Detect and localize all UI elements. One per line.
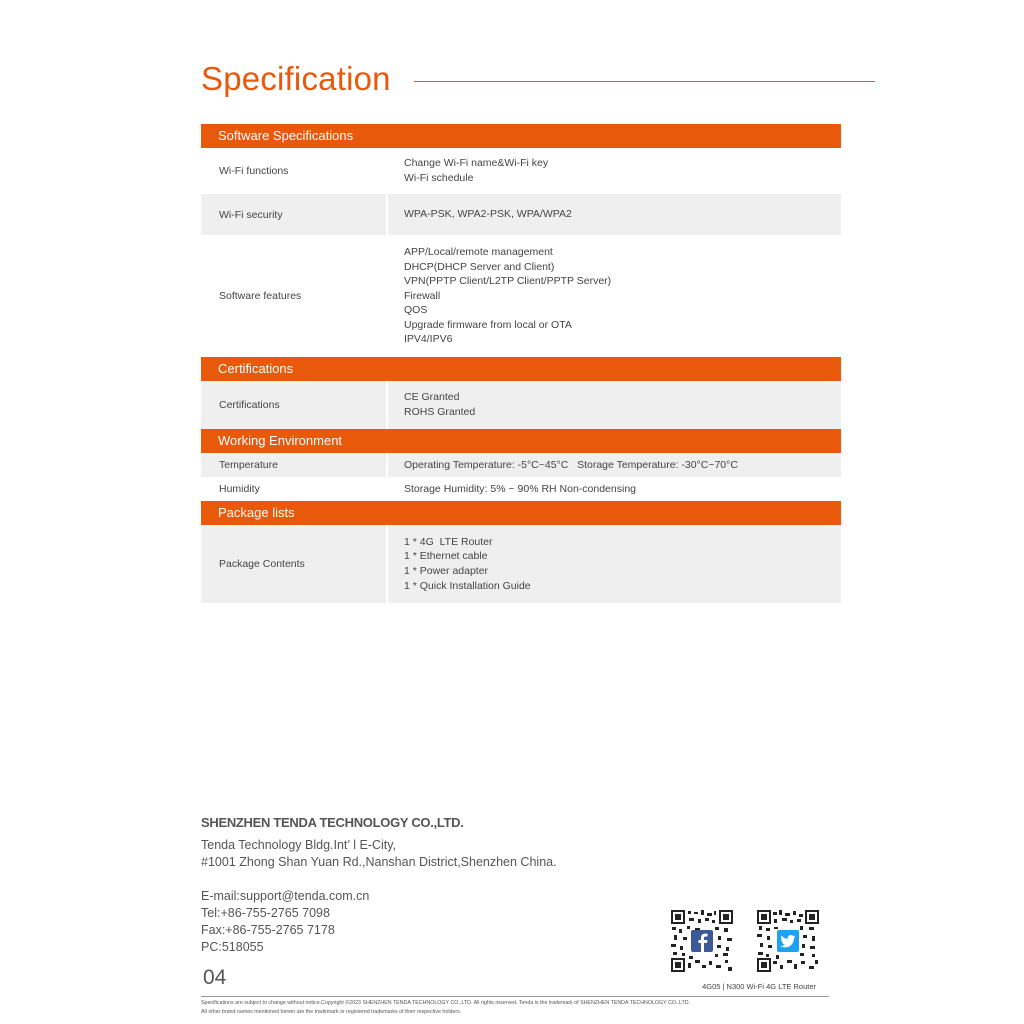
spec-table	[201, 124, 841, 603]
section-heading-environment: Working Environment	[201, 429, 841, 453]
section-heading-certifications: Certifications	[201, 357, 841, 381]
spec-value	[388, 148, 841, 194]
section-heading-software: Software Specifications	[201, 124, 841, 148]
spec-value-line: QOS	[404, 304, 428, 317]
page-title: Specification	[201, 60, 391, 97]
spec-value	[388, 525, 841, 603]
spec-label: Wi-Fi security	[201, 194, 386, 235]
company-name: SHENZHEN TENDA TECHNOLOGY CO.,LTD.	[201, 815, 464, 830]
footer-divider	[201, 996, 829, 997]
page-number: 04	[203, 966, 227, 989]
spec-row-wifi-security	[201, 194, 841, 235]
spec-label: Certifications	[201, 381, 386, 429]
spec-value-line: VPN(PPTP Client/L2TP Client/PPTP Server)	[404, 275, 612, 288]
product-model: 4G05 | N300 Wi-Fi 4G LTE Router	[702, 982, 816, 991]
spec-value	[388, 453, 841, 477]
spec-row-software-features	[201, 235, 841, 357]
section-heading-package: Package lists	[201, 501, 841, 525]
spec-value-line: 1 * Ethernet cable	[404, 550, 488, 563]
contact-email: E-mail:support@tenda.com.cn	[201, 889, 370, 903]
spec-value-line: Change Wi-Fi name&Wi-Fi key	[404, 157, 549, 170]
contact-fax: Fax:+86-755-2765 7178	[201, 923, 335, 937]
address-line-1: Tenda Technology Bldg.Int’ l E-City,	[201, 838, 397, 852]
postal-code: PC:518055	[201, 940, 264, 954]
spec-row-certifications	[201, 381, 841, 429]
spec-value-line: Operating Temperature: -5°C~45°C Storage Temperature: -30°C~70°C	[404, 458, 738, 471]
contact-tel: Tel:+86-755-2765 7098	[201, 906, 330, 920]
spec-value-line: Upgrade firmware from local or OTA	[404, 318, 572, 331]
legal-line: Specifications are subject to change without notice.Copyright ©2023 SHENZHEN TENDA TECHNOLOGY CO.,LTD. All rights reserved. Tenda is the trademark of SHENZHEN TENDA TECHNOLOGY CO.,LTD.	[201, 1000, 691, 1006]
spec-row-package-contents	[201, 525, 841, 603]
spec-label: Software features	[201, 235, 386, 357]
spec-value-line: 1 * Power adapter	[404, 565, 489, 577]
spec-value-line: 1 * Quick Installation Guide	[404, 579, 531, 592]
spec-value	[388, 194, 841, 235]
spec-label: Humidity	[201, 477, 386, 501]
spec-value-line: IPV4/IPV6	[404, 333, 453, 346]
address-line-2: #1001 Zhong Shan Yuan Rd.,Nanshan District,Shenzhen China.	[201, 855, 557, 869]
spec-label: Wi-Fi functions	[201, 148, 386, 194]
spec-label: Package Contents	[201, 525, 386, 603]
spec-value-line: DHCP(DHCP Server and Client)	[404, 260, 555, 273]
spec-value	[388, 381, 841, 429]
spec-value-line: Storage Humidity: 5% ~ 90% RH Non-condensing	[404, 482, 636, 495]
facebook-icon	[691, 930, 713, 952]
spec-row-temperature	[201, 453, 841, 477]
spec-value-line: Wi-Fi schedule	[404, 172, 474, 184]
twitter-qr-code[interactable]	[757, 910, 819, 972]
spec-value	[388, 235, 841, 357]
spec-row-wifi-functions	[201, 148, 841, 194]
legal-notice	[201, 999, 690, 1016]
spec-value-line: WPA-PSK, WPA2-PSK, WPA/WPA2	[404, 208, 572, 221]
facebook-qr-code[interactable]	[671, 910, 733, 972]
spec-value-line: CE Granted	[404, 391, 460, 404]
spec-value-line: Firewall	[404, 289, 441, 302]
legal-line: All other brand names mentioned herein are the trademark or registered trademarks of their respective holders.	[201, 1008, 462, 1015]
spec-label: Temperature	[201, 453, 386, 477]
spec-value-line: APP/Local/remote management	[404, 245, 553, 258]
spec-value-line: ROHS Granted	[404, 406, 476, 418]
spec-value	[388, 477, 841, 501]
title-divider	[414, 81, 875, 82]
spec-row-humidity	[201, 477, 841, 501]
spec-value-line: 1 * 4G LTE Router	[404, 535, 493, 548]
twitter-icon	[777, 930, 799, 952]
